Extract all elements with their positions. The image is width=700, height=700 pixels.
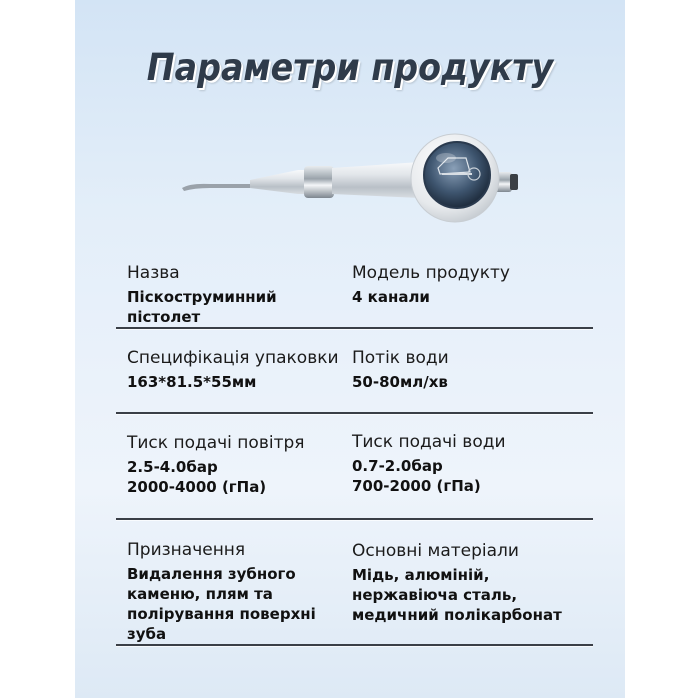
spec-value-line: 4 канали: [352, 288, 430, 306]
spec-purpose: [127, 539, 347, 644]
spec-value: [127, 457, 347, 497]
spec-value-line: 0.7-2.0бар: [352, 457, 443, 475]
spec-value-line: 2000-4000 (гПа): [127, 478, 267, 496]
spec-value: [127, 287, 347, 327]
spec-value-line: медичний полікарбонат: [352, 606, 562, 624]
spec-name: [127, 262, 347, 327]
spec-value: [127, 564, 347, 644]
spec-value-line: 2.5-4.0бар: [127, 458, 218, 476]
spec-label: Основні матеріали: [352, 541, 519, 561]
spec-label: Назва: [127, 263, 180, 283]
spec-air-pressure: [127, 432, 347, 497]
spec-value-line: полірування поверхні: [127, 605, 316, 623]
page-title: Параметри продукту: [146, 46, 554, 89]
spec-value-line: Видалення зубного: [127, 565, 296, 583]
spec-value: [127, 372, 347, 392]
row-divider: [116, 412, 593, 414]
spec-value-line: 163*81.5*55мм: [127, 373, 257, 391]
spec-value: [352, 372, 602, 392]
spec-value: [352, 456, 602, 496]
spec-value: [352, 287, 602, 307]
spec-package-size: [127, 347, 347, 392]
dental-air-polisher-handpiece-image: [170, 128, 530, 240]
spec-product-model: [352, 262, 602, 307]
spec-value-line: каменю, плям та: [127, 585, 273, 603]
spec-label: Тиск подачі повітря: [127, 433, 305, 453]
spec-value-line: Мідь, алюміній,: [352, 566, 490, 584]
spec-value-line: 50-80мл/хв: [352, 373, 448, 391]
spec-value-line: нержавіюча сталь,: [352, 586, 518, 604]
row-divider: [116, 644, 593, 646]
spec-value-line: Піскоструминний: [127, 288, 277, 306]
spec-label: Тиск подачі води: [352, 432, 506, 452]
spec-value-line: пістолет: [127, 308, 201, 326]
spec-main-materials: [352, 540, 602, 625]
spec-value-line: зуба: [127, 625, 167, 643]
spec-value: [352, 565, 602, 625]
spec-label: Потік води: [352, 348, 449, 368]
spec-label: Специфікація упаковки: [127, 348, 339, 368]
spec-label: Модель продукту: [352, 263, 510, 283]
spec-value-line: 700-2000 (гПа): [352, 477, 481, 495]
row-divider: [116, 327, 593, 329]
row-divider: [116, 518, 593, 520]
spec-water-pressure: [352, 431, 602, 496]
spec-water-flow: [352, 347, 602, 392]
spec-label: Призначення: [127, 540, 246, 560]
